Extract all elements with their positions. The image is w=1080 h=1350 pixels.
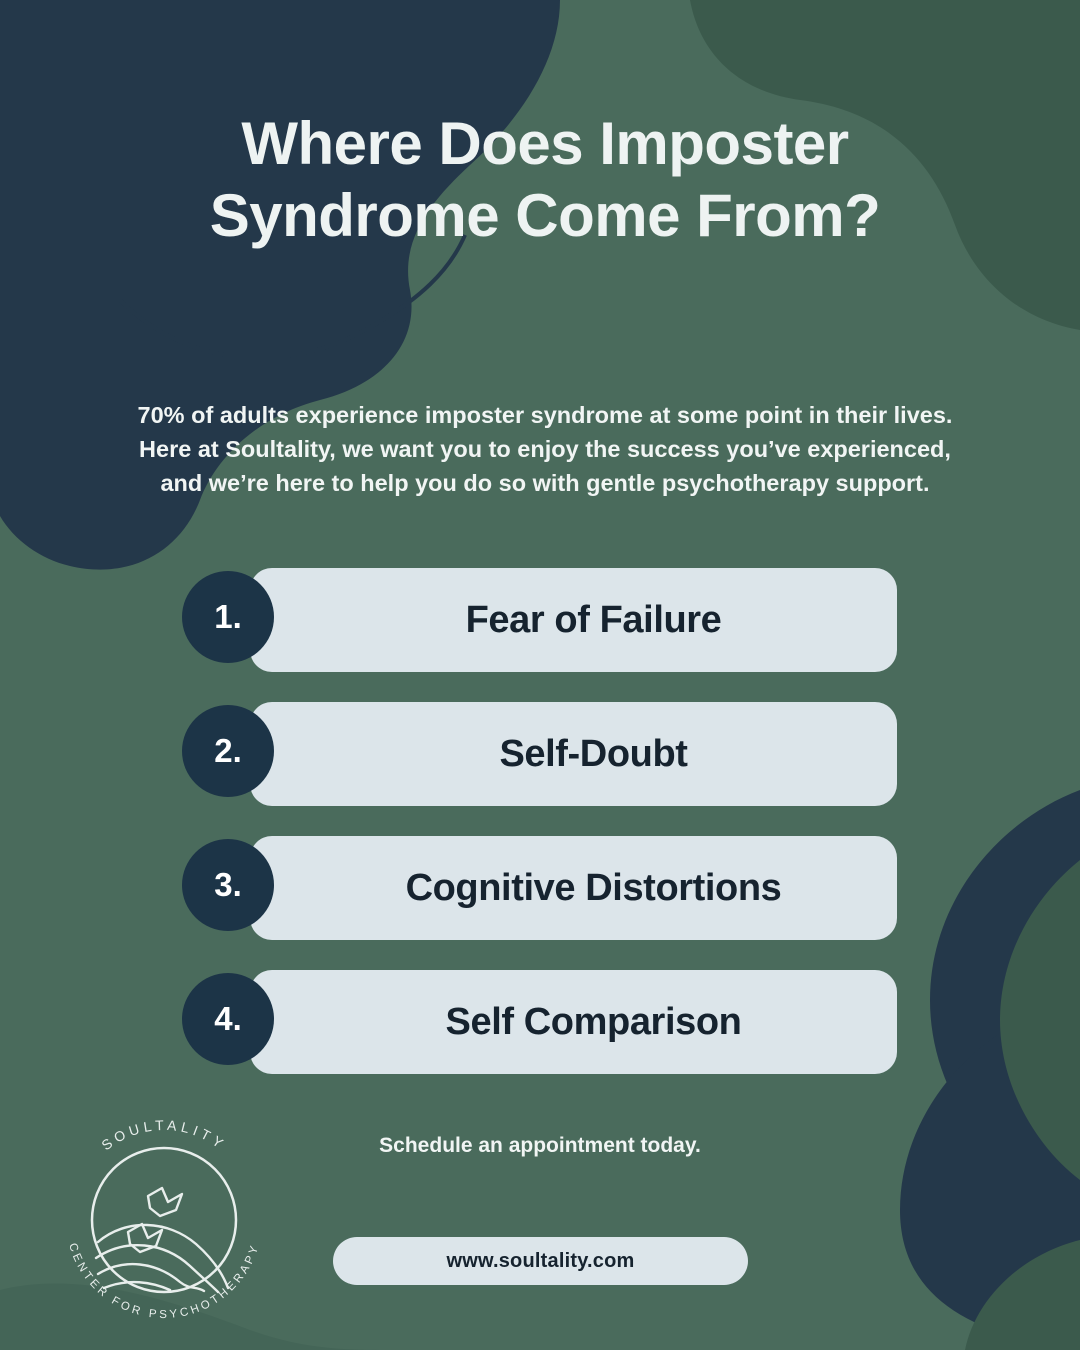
list-item-number-badge [182,705,274,797]
list-item-number: 2. [214,732,242,769]
list-item-number-badge [182,571,274,663]
list-item-number-badge [182,839,274,931]
website-url-label: www.soultality.com [446,1249,635,1272]
list-item[interactable] [182,836,897,940]
website-url-pill[interactable] [333,1237,748,1285]
list-item-pill[interactable] [250,970,897,1074]
list-item-label: Fear of Failure [465,598,722,641]
causes-list [182,568,897,1104]
logo-brand-arc-text: SOULTALITY [98,1116,230,1154]
birds-icon [128,1188,182,1252]
logo-svg [36,1092,292,1348]
list-item[interactable] [182,568,897,672]
logo-tagline-arc-text: CENTER FOR PSYCHOTHERAPY [66,1241,262,1321]
list-item-pill[interactable] [250,568,897,672]
list-item-label: Self-Doubt [499,732,688,775]
list-item-pill[interactable] [250,702,897,806]
list-item-number: 3. [214,866,242,903]
page-title: Where Does Imposter Syndrome Come From? [209,110,881,249]
intro-paragraph: 70% of adults experience imposter syndrome at some point in their lives. Here at Soultality, we want you to enjoy the success you’ve experienced, and we’re here to help you do so with gentle psychotherapy support. [137,402,953,497]
list-item-number: 4. [214,1000,242,1037]
list-item-label: Self Comparison [445,1000,742,1043]
list-item[interactable] [182,970,897,1074]
waves-icon [96,1225,228,1292]
brand-logo [36,1092,292,1348]
list-item-label: Cognitive Distortions [405,866,782,909]
list-item-number: 1. [214,598,242,635]
cta-text: Schedule an appointment today. [379,1134,701,1157]
list-item-number-badge [182,973,274,1065]
list-item-pill[interactable] [250,836,897,940]
list-item[interactable] [182,702,897,806]
